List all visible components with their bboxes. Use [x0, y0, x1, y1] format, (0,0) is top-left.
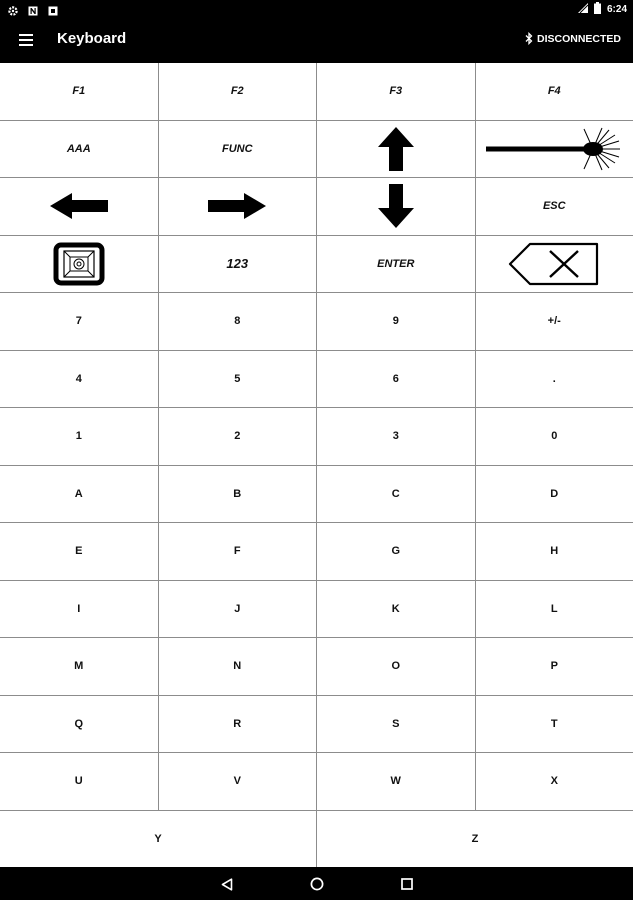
connection-status[interactable]: [525, 32, 621, 45]
page-title: Keyboard: [57, 30, 127, 47]
key-l[interactable]: [476, 581, 633, 638]
keyboard-row: [0, 236, 633, 294]
key-label: M: [74, 660, 84, 673]
key-label: J: [234, 602, 241, 615]
home-button[interactable]: [308, 875, 326, 893]
key-plus-minus[interactable]: [476, 293, 633, 350]
keyboard-row: [0, 811, 633, 869]
arrow-down-icon: [376, 182, 416, 230]
key-f2[interactable]: [159, 63, 318, 120]
key-5[interactable]: [159, 351, 318, 408]
key-label: 4: [75, 372, 82, 385]
key-label: .: [552, 372, 556, 385]
key-f3[interactable]: [317, 63, 476, 120]
key-1[interactable]: [0, 408, 159, 465]
key-label: ESC: [542, 200, 566, 213]
key-3[interactable]: [317, 408, 476, 465]
key-label: U: [74, 775, 83, 788]
key-j[interactable]: [159, 581, 318, 638]
key-label: 5: [234, 372, 241, 385]
key-label: Z: [471, 833, 479, 846]
keyboard-row: [0, 523, 633, 581]
keyboard-row: [0, 638, 633, 696]
key-label: X: [550, 775, 558, 788]
key-right[interactable]: [159, 178, 318, 235]
key-label: 8: [234, 315, 241, 328]
keyboard-row: [0, 63, 633, 121]
key-period[interactable]: [476, 351, 633, 408]
key-label: D: [550, 487, 559, 500]
key-enter[interactable]: [317, 236, 476, 293]
key-label: FUNC: [221, 142, 253, 155]
key-backspace[interactable]: [476, 236, 633, 293]
key-esc[interactable]: [476, 178, 633, 235]
key-label: AAA: [66, 142, 91, 155]
key-label: F4: [547, 85, 561, 98]
key-f[interactable]: [159, 523, 318, 580]
key-k[interactable]: [317, 581, 476, 638]
key-label: E: [75, 545, 83, 558]
key-label: ENTER: [377, 257, 415, 270]
key-x[interactable]: [476, 753, 633, 810]
key-camera[interactable]: [0, 236, 159, 293]
key-label: G: [391, 545, 401, 558]
key-label: B: [233, 487, 242, 500]
keyboard-row: [0, 293, 633, 351]
back-icon: [221, 878, 233, 891]
key-label: S: [392, 717, 400, 730]
key-aaa[interactable]: [0, 121, 159, 178]
keyboard-row: [0, 753, 633, 811]
key-y[interactable]: [0, 811, 317, 869]
key-down[interactable]: [317, 178, 476, 235]
signal-icon: [578, 3, 588, 16]
key-c[interactable]: [317, 466, 476, 523]
keyboard-row: [0, 466, 633, 524]
keyboard-grid: [0, 62, 633, 867]
key-label: 2: [234, 430, 241, 443]
key-p[interactable]: [476, 638, 633, 695]
keyboard-row: [0, 696, 633, 754]
laser-scan-icon: [484, 127, 624, 171]
key-label: O: [391, 660, 401, 673]
key-label: N: [233, 660, 242, 673]
keyboard-row: [0, 178, 633, 236]
key-9[interactable]: [317, 293, 476, 350]
key-label: F3: [389, 85, 403, 98]
key-f1[interactable]: [0, 63, 159, 120]
status-time: 6:24: [606, 4, 627, 15]
key-123[interactable]: [159, 236, 318, 293]
key-b[interactable]: [159, 466, 318, 523]
key-4[interactable]: [0, 351, 159, 408]
key-m[interactable]: [0, 638, 159, 695]
key-s[interactable]: [317, 696, 476, 753]
key-label: 9: [392, 315, 399, 328]
key-label: Y: [154, 833, 162, 846]
key-laser[interactable]: [476, 121, 633, 178]
app-bar: [0, 18, 633, 62]
key-label: F1: [72, 85, 86, 98]
key-label: F: [233, 545, 241, 558]
navigation-bar: [0, 867, 633, 900]
key-label: K: [391, 602, 400, 615]
key-2[interactable]: [159, 408, 318, 465]
key-label: L: [550, 602, 558, 615]
bluetooth-icon: [525, 32, 533, 45]
key-h[interactable]: [476, 523, 633, 580]
key-z[interactable]: [317, 811, 633, 869]
key-label: H: [550, 545, 559, 558]
key-func[interactable]: [159, 121, 318, 178]
status-bar: [0, 0, 633, 18]
key-label: I: [77, 602, 81, 615]
recents-icon: [401, 878, 413, 890]
key-up[interactable]: [317, 121, 476, 178]
key-label: A: [74, 487, 83, 500]
key-i[interactable]: [0, 581, 159, 638]
key-label: +/-: [547, 315, 561, 328]
key-f4[interactable]: [476, 63, 633, 120]
key-g[interactable]: [317, 523, 476, 580]
key-label: V: [233, 775, 241, 788]
key-label: 1: [75, 430, 82, 443]
menu-button[interactable]: [14, 28, 38, 52]
backspace-icon: [508, 241, 600, 287]
back-button[interactable]: [218, 875, 236, 893]
home-icon: [310, 877, 324, 891]
camera-scan-icon: [53, 242, 105, 286]
key-label: 123: [226, 256, 249, 272]
key-q[interactable]: [0, 696, 159, 753]
key-label: W: [390, 775, 401, 788]
key-d[interactable]: [476, 466, 633, 523]
key-label: 6: [392, 372, 399, 385]
key-w[interactable]: [317, 753, 476, 810]
recents-button[interactable]: [398, 875, 416, 893]
key-8[interactable]: [159, 293, 318, 350]
key-u[interactable]: [0, 753, 159, 810]
key-label: P: [550, 660, 558, 673]
keyboard-row: [0, 351, 633, 409]
key-o[interactable]: [317, 638, 476, 695]
arrow-left-icon: [48, 192, 110, 220]
key-label: 3: [392, 430, 399, 443]
key-v[interactable]: [159, 753, 318, 810]
key-a[interactable]: [0, 466, 159, 523]
arrow-right-icon: [206, 192, 268, 220]
key-7[interactable]: [0, 293, 159, 350]
key-6[interactable]: [317, 351, 476, 408]
keyboard-row: [0, 121, 633, 179]
key-left[interactable]: [0, 178, 159, 235]
battery-icon: [594, 2, 601, 17]
key-label: 0: [551, 430, 558, 443]
keyboard-row: [0, 408, 633, 466]
key-e[interactable]: [0, 523, 159, 580]
key-label: C: [391, 487, 400, 500]
key-t[interactable]: [476, 696, 633, 753]
connection-label: DISCONNECTED: [536, 32, 621, 45]
hamburger-icon: [19, 34, 33, 46]
key-0[interactable]: [476, 408, 633, 465]
key-n[interactable]: [159, 638, 318, 695]
key-label: R: [233, 717, 242, 730]
key-label: Q: [74, 717, 84, 730]
key-label: T: [550, 717, 558, 730]
keyboard-row: [0, 581, 633, 639]
key-label: F2: [230, 85, 244, 98]
key-label: 7: [75, 315, 82, 328]
arrow-up-icon: [376, 125, 416, 173]
key-r[interactable]: [159, 696, 318, 753]
